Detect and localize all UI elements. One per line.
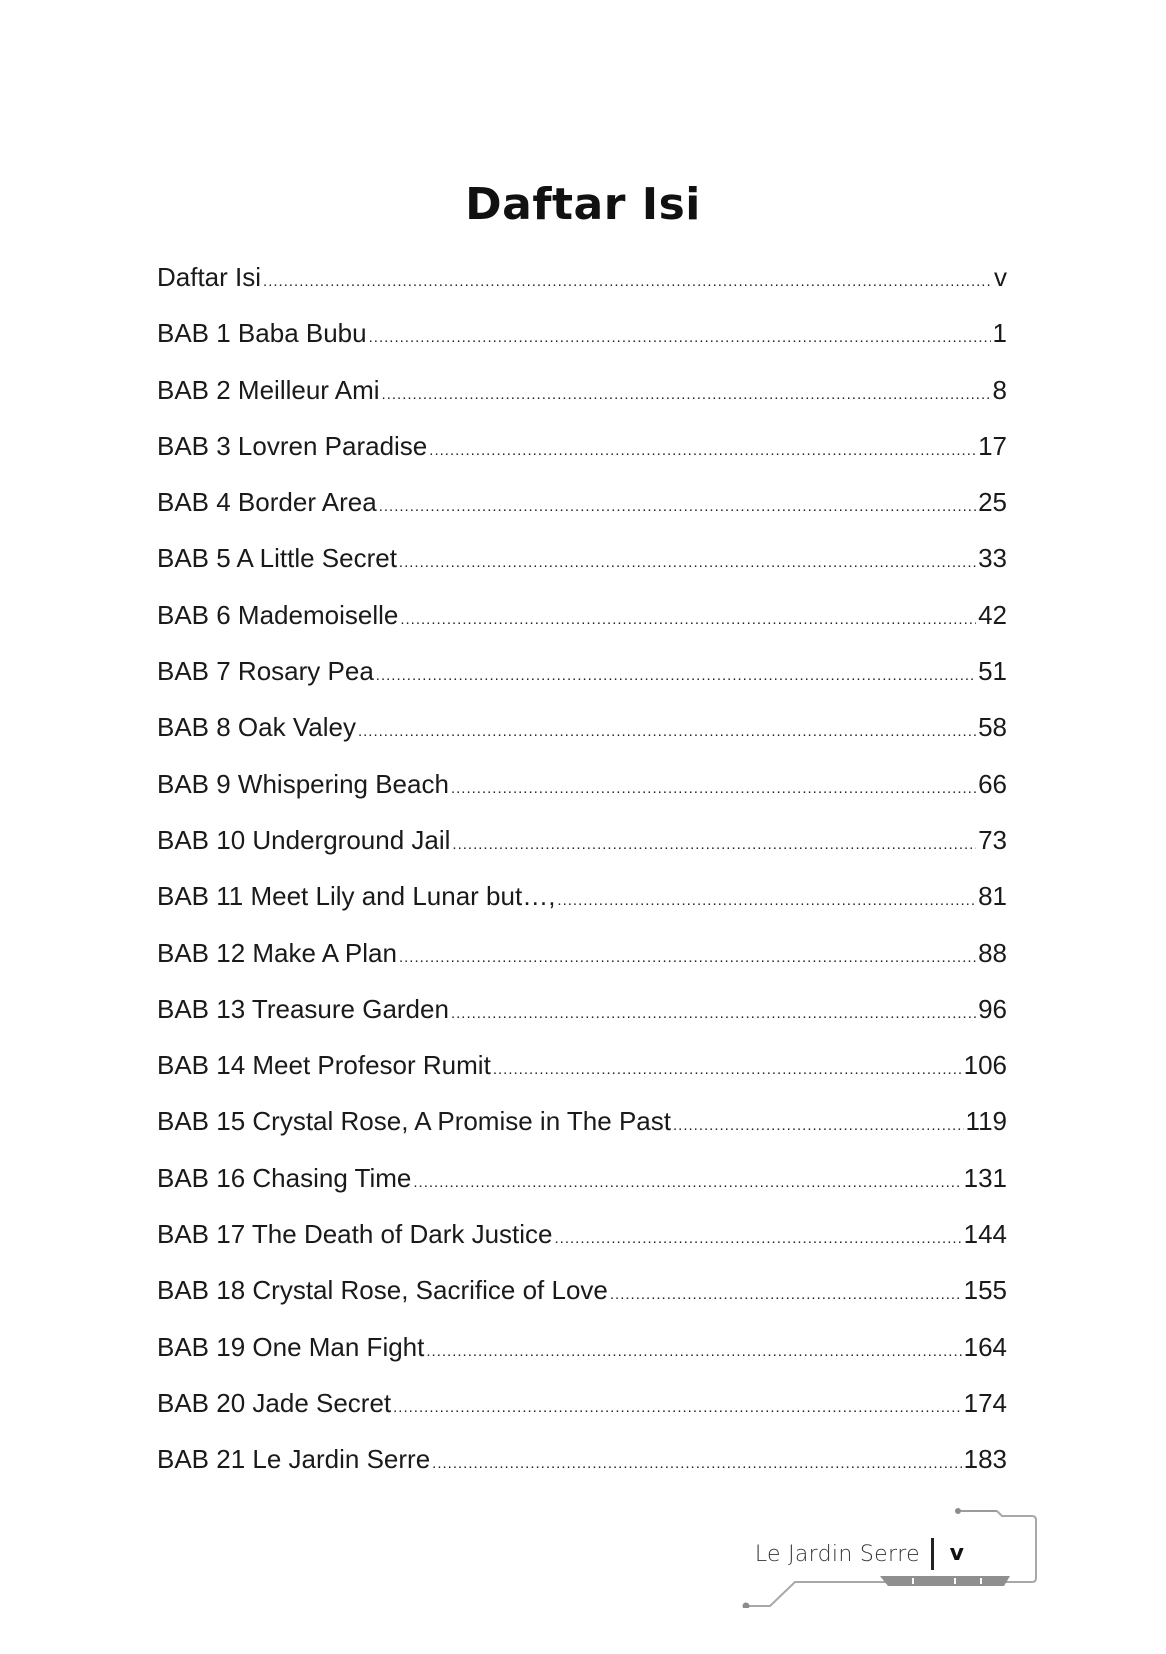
toc-entry[interactable]	[157, 825, 1007, 881]
toc-entry-page: 144	[963, 1219, 1007, 1250]
toc-entry-page: 131	[963, 1162, 1007, 1193]
page-title: Daftar Isi	[465, 179, 701, 231]
toc-entry[interactable]	[157, 1275, 1007, 1331]
toc-entry-page: 17	[978, 430, 1007, 461]
toc-dot-leader	[400, 611, 976, 628]
toc-dot-leader	[610, 1286, 962, 1303]
toc-dot-leader	[493, 1061, 962, 1078]
toc-entry-page: 1	[992, 318, 1007, 349]
toc-dot-leader	[399, 554, 976, 571]
toc-entry-page: 58	[978, 712, 1007, 743]
toc-dot-leader	[673, 1117, 964, 1134]
toc-entry[interactable]	[157, 1219, 1007, 1275]
footer-separator	[931, 1538, 934, 1570]
toc-entry-page: 51	[978, 656, 1007, 687]
toc-entry-page: 25	[978, 487, 1007, 518]
toc-dot-leader	[426, 1343, 961, 1360]
toc-entry[interactable]	[157, 881, 1007, 937]
toc-dot-leader	[263, 273, 992, 290]
toc-entry[interactable]	[157, 600, 1007, 656]
toc-entry-page: 96	[978, 993, 1007, 1024]
footer-book-title: Le Jardin Serre	[754, 1542, 920, 1567]
toc-entry[interactable]	[157, 375, 1007, 431]
toc-dot-leader	[432, 1455, 961, 1472]
toc-entry[interactable]	[157, 1106, 1007, 1162]
toc-dot-leader	[376, 667, 976, 684]
toc-dot-leader	[557, 892, 976, 909]
toc-entry-page: 183	[963, 1444, 1007, 1475]
toc-entry[interactable]	[157, 318, 1007, 374]
toc-entry[interactable]	[157, 656, 1007, 712]
toc-entry[interactable]	[157, 1332, 1007, 1388]
toc-entry[interactable]	[157, 1050, 1007, 1106]
toc-entry-label: BAB 16 Chasing Time	[157, 1162, 412, 1193]
toc-entry-page: 66	[978, 768, 1007, 799]
toc-entry[interactable]	[157, 1163, 1007, 1219]
toc-entry-label: BAB 8 Oak Valey	[157, 712, 356, 743]
toc-entry-label: BAB 2 Meilleur Ami	[157, 374, 380, 405]
toc-entry-page: 155	[963, 1275, 1007, 1306]
toc-entry[interactable]	[157, 431, 1007, 487]
toc-dot-leader	[399, 949, 976, 966]
toc-entry-label: Daftar Isi	[157, 262, 262, 292]
toc-entry[interactable]	[157, 1388, 1007, 1444]
toc-entry-label: BAB 17 The Death of Dark Justice	[157, 1219, 553, 1250]
toc-dot-leader	[393, 1399, 961, 1416]
toc-dot-leader	[382, 386, 991, 403]
toc-entry-label: BAB 21 Le Jardin Serre	[157, 1444, 431, 1475]
toc-dot-leader	[451, 780, 976, 797]
toc-entry-label: BAB 6 Mademoiselle	[157, 599, 399, 630]
toc-entry-page: 73	[978, 824, 1007, 855]
toc-entry-page: 8	[992, 374, 1007, 405]
toc-entry-label: BAB 11 Meet Lily and Lunar but…,	[157, 881, 556, 912]
toc-entry-page: 164	[963, 1331, 1007, 1362]
toc-entry-label: BAB 14 Meet Profesor Rumit	[157, 1050, 491, 1081]
footer-page-number: v	[949, 1541, 964, 1566]
toc-dot-leader	[429, 442, 976, 459]
toc-entry-page: 33	[978, 543, 1007, 574]
toc-entry[interactable]	[157, 938, 1007, 994]
toc-entry-label: BAB 7 Rosary Pea	[157, 656, 374, 687]
toc-entry-page: 119	[965, 1106, 1007, 1137]
toc-entry-page: 106	[963, 1050, 1007, 1081]
table-of-contents	[157, 262, 1007, 1501]
toc-entry-label: BAB 15 Crystal Rose, A Promise in The Past	[157, 1106, 671, 1137]
toc-entry-label: BAB 9 Whispering Beach	[157, 768, 449, 799]
page-footer	[740, 1508, 1040, 1608]
toc-entry[interactable]	[157, 712, 1007, 768]
toc-entry[interactable]	[157, 262, 1007, 318]
toc-dot-leader	[369, 329, 991, 346]
toc-entry-page: 81	[978, 881, 1007, 912]
toc-entry[interactable]	[157, 1444, 1007, 1500]
toc-dot-leader	[452, 836, 976, 853]
toc-entry-page: v	[994, 262, 1007, 292]
toc-entry[interactable]	[157, 994, 1007, 1050]
toc-entry-page: 174	[963, 1387, 1007, 1418]
toc-entry-label: BAB 19 One Man Fight	[157, 1331, 425, 1362]
toc-entry[interactable]	[157, 543, 1007, 599]
toc-entry-page: 42	[978, 599, 1007, 630]
toc-dot-leader	[555, 1230, 962, 1247]
toc-entry-label: BAB 12 Make A Plan	[157, 937, 397, 968]
toc-entry-label: BAB 20 Jade Secret	[157, 1387, 392, 1418]
toc-dot-leader	[379, 498, 976, 515]
toc-entry-label: BAB 1 Baba Bubu	[157, 318, 367, 349]
toc-entry-label: BAB 18 Crystal Rose, Sacrifice of Love	[157, 1275, 608, 1306]
toc-entry-label: BAB 3 Lovren Paradise	[157, 430, 428, 461]
toc-dot-leader	[413, 1174, 961, 1191]
toc-entry-label: BAB 13 Treasure Garden	[157, 993, 449, 1024]
toc-entry-label: BAB 4 Border Area	[157, 487, 377, 518]
toc-dot-leader	[358, 723, 976, 740]
toc-entry[interactable]	[157, 487, 1007, 543]
toc-entry-page: 88	[978, 937, 1007, 968]
toc-dot-leader	[451, 1005, 976, 1022]
toc-entry-label: BAB 5 A Little Secret	[157, 543, 397, 574]
toc-entry-label: BAB 10 Underground Jail	[157, 824, 451, 855]
toc-entry[interactable]	[157, 769, 1007, 825]
